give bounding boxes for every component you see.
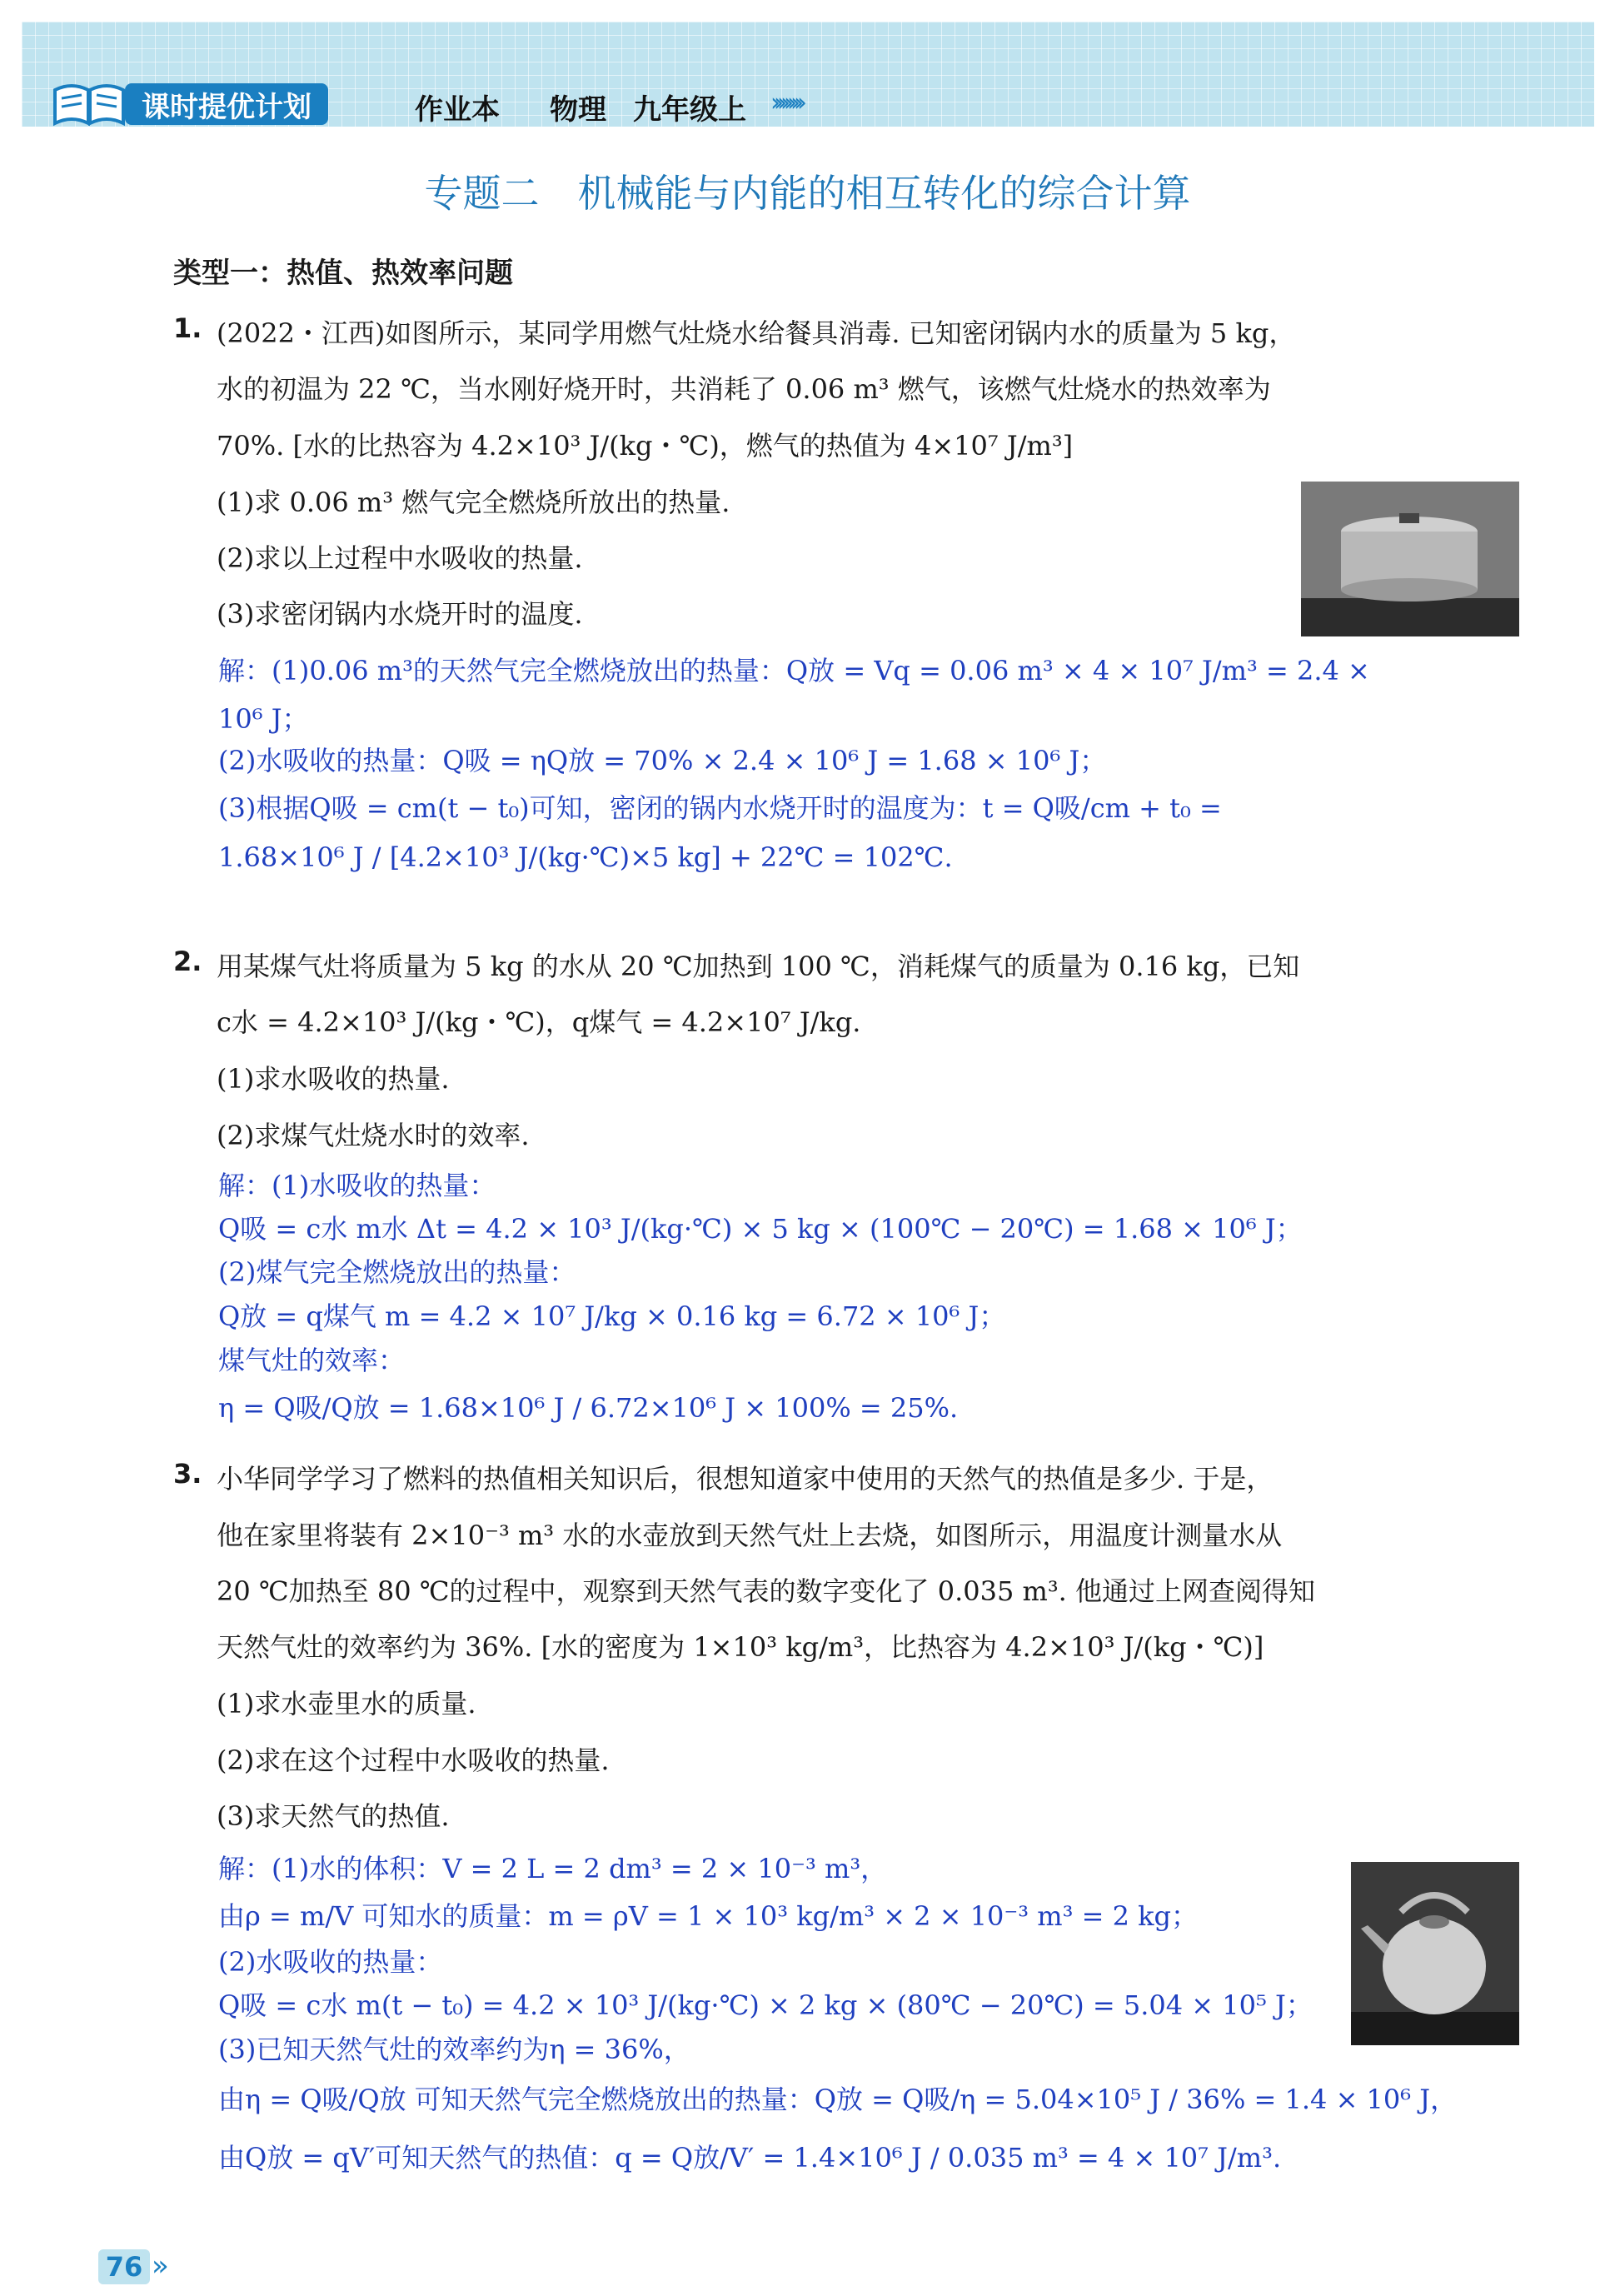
- q1-answer-1: 解：(1)0.06 m³的天然气完全燃烧放出的热量：Q放 = Vq = 0.06 m³ × 4 × 10⁷ J/m³ = 2.4 ×: [218, 655, 1370, 686]
- page-title: 专题二 机械能与内能的相互转化的综合计算: [424, 171, 1191, 216]
- pot-on-stove-photo: [1301, 482, 1519, 636]
- q1-sub-1: (1)求 0.06 m³ 燃气完全燃烧所放出的热量.: [217, 487, 730, 518]
- open-book-icon: [52, 77, 127, 128]
- q3-sub-3: (3)求天然气的热值.: [217, 1800, 450, 1832]
- kettle-on-stove-photo: [1351, 1862, 1519, 2045]
- series-logo: 课时提优计划: [125, 83, 328, 125]
- q3-sub-2: (2)求在这个过程中水吸收的热量.: [217, 1744, 610, 1776]
- q2-answer-5: 煤气灶的效率：: [218, 1345, 406, 1376]
- q3-line-3: 20 ℃加热至 80 ℃的过程中，观察到天然气表的数字变化了 0.035 m³. 他通过上网查阅得知: [217, 1575, 1316, 1607]
- header-arrows: ›››››››››: [770, 88, 800, 117]
- q1-answer-2: 10⁶ J；: [218, 703, 309, 735]
- q1-number: 1.: [173, 312, 202, 344]
- book-type: 作业本: [415, 93, 500, 127]
- q2-sub-1: (1)求水吸收的热量.: [217, 1063, 450, 1095]
- page-arrow-icon: »: [152, 2249, 169, 2283]
- q1-answer-4: (3)根据Q吸 = cm(t − t₀)可知，密闭的锅内水烧开时的温度为：t = Q吸/cm + t₀ =: [218, 792, 1222, 824]
- q2-answer-1: 解：(1)水吸收的热量：: [218, 1170, 496, 1201]
- q3-answer-2: 由ρ = m/V 可知水的质量：m = ρV = 1 × 10³ kg/m³ × 2 × 10⁻³ m³ = 2 kg；: [218, 1900, 1199, 1932]
- q2-answer-6: η = Q吸/Q放 = 1.68×10⁶ J / 6.72×10⁶ J × 100% = 25%.: [218, 1392, 959, 1424]
- q3-answer-6: 由η = Q吸/Q放 可知天然气完全燃烧放出的热量：Q放 = Q吸/η = 5.04×10⁵ J / 36% = 1.4 × 10⁶ J，: [218, 2084, 1458, 2115]
- page-number: 76: [98, 2249, 150, 2284]
- q2-line-1: 用某煤气灶将质量为 5 kg 的水从 20 ℃加热到 100 ℃，消耗煤气的质量为 0.16 kg，已知: [217, 951, 1300, 982]
- q2-answer-2: Q吸 = c水 m水 Δt = 4.2 × 10³ J/(kg·℃) × 5 kg × (100℃ − 20℃) = 1.68 × 10⁶ J；: [218, 1213, 1303, 1245]
- q1-sub-2: (2)求以上过程中水吸收的热量.: [217, 542, 583, 574]
- q2-line-2: c水 = 4.2×10³ J/(kg・℃)，q煤气 = 4.2×10⁷ J/kg.: [217, 1006, 861, 1038]
- q3-line-4: 天然气灶的效率约为 36%. [水的密度为 1×10³ kg/m³，比热容为 4.2×10³ J/(kg・℃)]: [217, 1631, 1264, 1663]
- q3-answer-4: Q吸 = c水 m(t − t₀) = 4.2 × 10³ J/(kg·℃) × 2 kg × (80℃ − 20℃) = 5.04 × 10⁵ J；: [218, 1989, 1313, 2021]
- q2-answer-3: (2)煤气完全燃烧放出的热量：: [218, 1256, 576, 1288]
- subject: 物理: [550, 93, 606, 127]
- q3-answer-7: 由Q放 = qV′可知天然气的热值：q = Q放/V′ = 1.4×10⁶ J / 0.035 m³ = 4 × 10⁷ J/m³.: [218, 2142, 1282, 2174]
- q2-number: 2.: [173, 946, 202, 977]
- q2-sub-2: (2)求煤气灶烧水时的效率.: [217, 1120, 530, 1151]
- q3-line-1: 小华同学学习了燃料的热值相关知识后，很想知道家中使用的天然气的热值是多少. 于是，: [217, 1463, 1274, 1495]
- q2-answer-4: Q放 = q煤气 m = 4.2 × 10⁷ J/kg × 0.16 kg = 6.72 × 10⁶ J；: [218, 1300, 1006, 1332]
- q3-number: 3.: [173, 1458, 202, 1490]
- section-heading: 类型一：热值、热效率问题: [173, 257, 513, 290]
- q3-answer-5: (3)已知天然气灶的效率约为η = 36%，: [218, 2034, 690, 2065]
- q1-answer-5: 1.68×10⁶ J / [4.2×10³ J/(kg·℃)×5 kg] + 22℃ = 102℃.: [218, 841, 953, 873]
- q1-line-3: 70%. [水的比热容为 4.2×10³ J/(kg・℃)，燃气的热值为 4×10⁷ J/m³]: [217, 430, 1074, 462]
- q3-line-2: 他在家里将装有 2×10⁻³ m³ 水的水壶放到天然气灶上去烧，如图所示，用温度计测量水从: [217, 1520, 1283, 1551]
- grade: 九年级上: [633, 93, 746, 127]
- q3-answer-3: (2)水吸收的热量：: [218, 1946, 443, 1978]
- q1-line-1: (2022・江西)如图所示，某同学用燃气灶烧水给餐具消毒. 已知密闭锅内水的质量为 5 kg，: [217, 317, 1296, 349]
- q1-line-2: 水的初温为 22 ℃，当水刚好烧开时，共消耗了 0.06 m³ 燃气，该燃气灶烧水的热效率为: [217, 373, 1271, 405]
- q3-answer-1: 解：(1)水的体积：V = 2 L = 2 dm³ = 2 × 10⁻³ m³，: [218, 1853, 888, 1884]
- q1-answer-3: (2)水吸收的热量：Q吸 = ηQ放 = 70% × 2.4 × 10⁶ J = 1.68 × 10⁶ J；: [218, 745, 1107, 776]
- q3-sub-1: (1)求水壶里水的质量.: [217, 1688, 476, 1720]
- q1-sub-3: (3)求密闭锅内水烧开时的温度.: [217, 598, 583, 630]
